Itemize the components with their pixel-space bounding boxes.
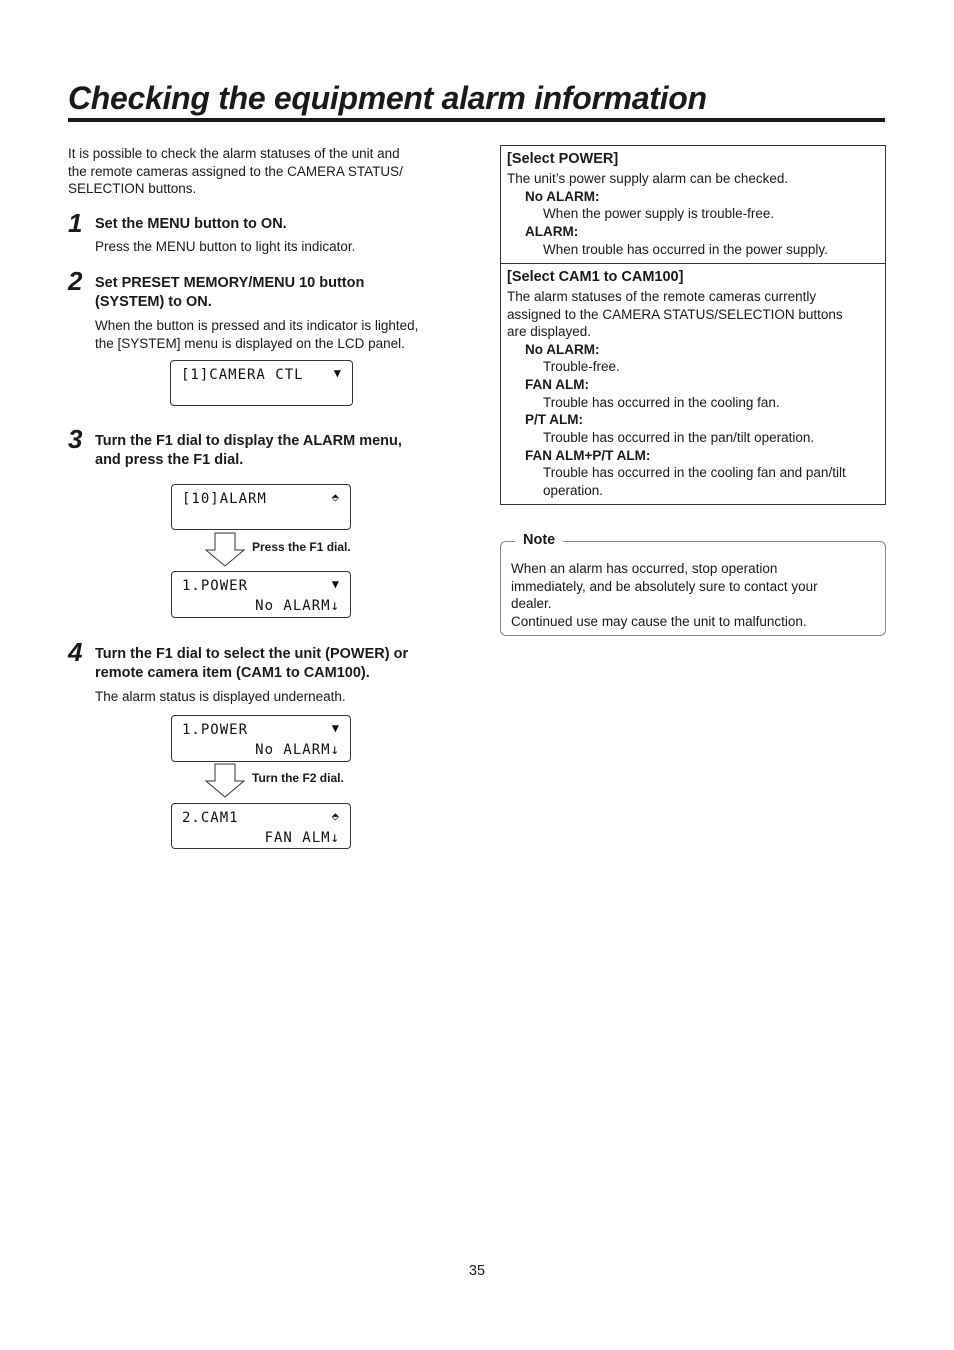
section-heading: [Select POWER]: [507, 151, 619, 167]
lcd-panel-power: [171, 571, 351, 618]
title-rule: [68, 118, 885, 122]
step-body-line: The alarm status is displayed underneath.: [95, 689, 346, 704]
item-desc: operation.: [543, 483, 604, 498]
down-arrow-icon: [204, 532, 246, 568]
step-heading: [95, 274, 455, 312]
item-label: FAN ALM:: [525, 377, 589, 392]
lcd-line: No ALARM↓: [255, 598, 340, 614]
lcd-line: 2.CAM1: [182, 810, 239, 826]
item-label: No ALARM:: [525, 189, 600, 204]
step-heading-line: Turn the F1 dial to select the unit (POWER) or: [95, 646, 409, 662]
lcd-line: FAN ALM↓: [264, 830, 340, 846]
lcd-line: 1.POWER: [182, 578, 249, 594]
step-heading-line: remote camera item (CAM1 to CAM100).: [95, 665, 370, 681]
item-desc: Trouble has occurred in the pan/tilt operation.: [543, 430, 815, 445]
item-label: ALARM:: [525, 224, 579, 239]
note-line: immediately, and be absolutely sure to contact your: [511, 578, 818, 594]
arrow-caption: Press the F1 dial.: [252, 540, 351, 554]
lcd-line: [10]ALARM: [182, 491, 267, 507]
step-body-line: When the button is pressed and its indicator is lighted,: [95, 318, 419, 333]
item-desc: When the power supply is trouble-free.: [543, 206, 775, 221]
item-desc: Trouble-free.: [543, 359, 620, 374]
up-down-icon: ⬘: [331, 809, 340, 823]
section-heading: [Select CAM1 to CAM100]: [507, 269, 684, 285]
note-line: Continued use may cause the unit to malfunction.: [511, 613, 807, 629]
triangle-down-icon: ▼: [331, 721, 340, 735]
lcd-panel-cam1: [171, 803, 351, 849]
arrow-caption: Turn the F2 dial.: [252, 771, 344, 785]
lcd-panel-system: [170, 360, 353, 406]
step-body: [95, 317, 455, 352]
section-desc: are displayed.: [507, 324, 592, 339]
lcd-line: [1]CAMERA CTL: [181, 367, 304, 383]
step-heading-line: Set the MENU button to ON.: [95, 216, 287, 232]
section-desc: The unit’s power supply alarm can be checked.: [507, 171, 789, 186]
page-number: 35: [468, 1263, 486, 1279]
step-number: 1: [68, 208, 83, 238]
item-desc: Trouble has occurred in the cooling fan and pan/tilt: [543, 465, 846, 480]
step-number: 3: [68, 424, 83, 454]
page-title: Checking the equipment alarm information: [68, 80, 707, 116]
step-number: 4: [68, 637, 83, 667]
step-heading: [95, 432, 475, 470]
item-desc: Trouble has occurred in the cooling fan.: [543, 395, 780, 410]
note-line: dealer.: [511, 596, 552, 611]
step-heading: [95, 645, 475, 683]
item-label: No ALARM:: [525, 342, 600, 357]
divider: [501, 263, 885, 264]
step-heading-line: Set PRESET MEMORY/MENU 10 button: [95, 275, 365, 291]
step-heading-line: Turn the F1 dial to display the ALARM menu,: [95, 433, 402, 449]
intro-line: It is possible to check the alarm statuses of the unit and: [68, 146, 400, 161]
note-line: When an alarm has occurred, stop operation: [511, 561, 778, 576]
triangle-down-icon: ▼: [333, 366, 342, 380]
section-desc: The alarm statuses of the remote cameras currently: [507, 289, 817, 304]
section-desc: assigned to the CAMERA STATUS/SELECTION buttons: [507, 307, 843, 322]
step-heading: [95, 215, 455, 234]
note-box: [500, 532, 886, 636]
intro-line: SELECTION buttons.: [68, 181, 197, 196]
note-text: [511, 560, 871, 630]
down-arrow-icon: [204, 763, 246, 799]
item-desc: When trouble has occurred in the power supply.: [543, 242, 828, 257]
up-down-icon: ⬘: [331, 490, 340, 504]
triangle-down-icon: ▼: [331, 577, 340, 591]
note-label: Note: [515, 532, 563, 548]
item-label: P/T ALM:: [525, 412, 583, 427]
step-body: [95, 238, 455, 256]
step-heading-line: (SYSTEM) to ON.: [95, 294, 212, 310]
step-number: 2: [68, 266, 83, 296]
step-body: [95, 688, 455, 706]
intro-line: the remote cameras assigned to the CAMERA STATUS/: [68, 163, 403, 179]
lcd-panel-alarm-menu: [171, 484, 351, 530]
lcd-panel-power: [171, 715, 351, 762]
intro-paragraph: [68, 145, 448, 198]
alarm-info-box: [500, 145, 886, 505]
lcd-line: No ALARM↓: [255, 742, 340, 758]
step-heading-line: and press the F1 dial.: [95, 452, 244, 468]
lcd-line: 1.POWER: [182, 722, 249, 738]
item-label: FAN ALM+P/T ALM:: [525, 448, 651, 463]
step-body-line: Press the MENU button to light its indicator.: [95, 239, 356, 254]
step-body-line: the [SYSTEM] menu is displayed on the LCD panel.: [95, 335, 405, 351]
